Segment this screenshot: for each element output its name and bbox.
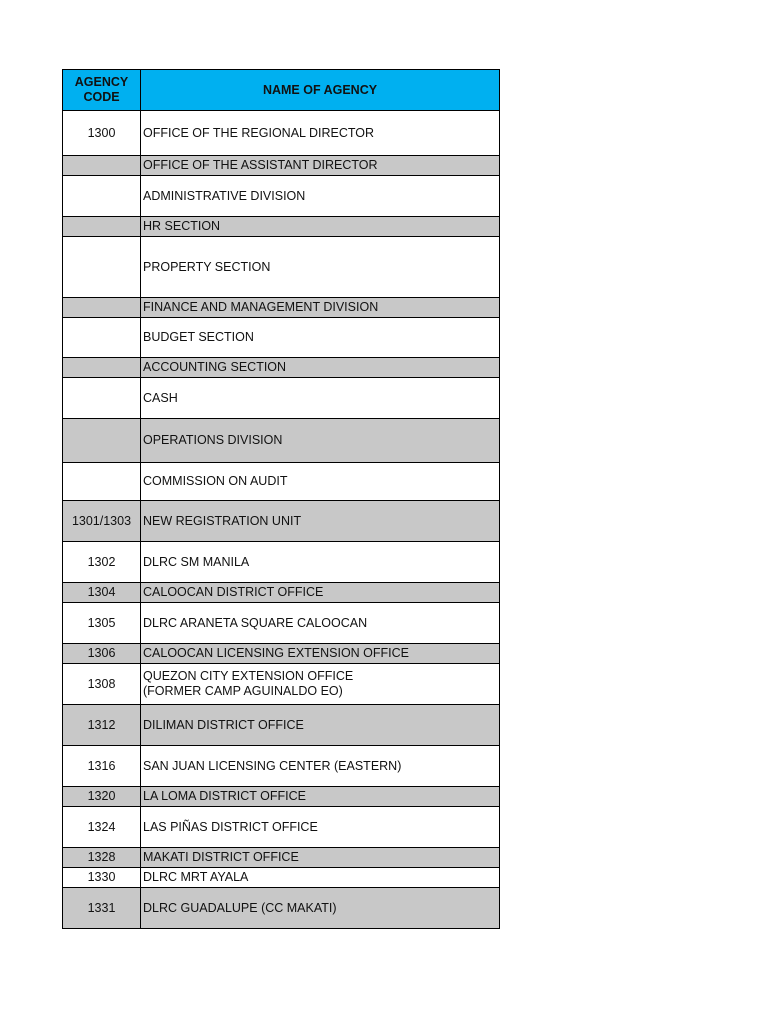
agency-name-cell: FINANCE AND MANAGEMENT DIVISION: [141, 298, 500, 318]
agency-name-cell: OPERATIONS DIVISION: [141, 419, 500, 463]
agency-name-cell: PROPERTY SECTION: [141, 237, 500, 298]
agency-name-cell: DILIMAN DISTRICT OFFICE: [141, 705, 500, 746]
agency-name-cell: OFFICE OF THE REGIONAL DIRECTOR: [141, 111, 500, 156]
agency-name-cell: LAS PIÑAS DISTRICT OFFICE: [141, 807, 500, 848]
agency-code-cell: [63, 298, 141, 318]
table-row: [63, 868, 500, 888]
agency-name-cell: SAN JUAN LICENSING CENTER (EASTERN): [141, 746, 500, 787]
agency-name-cell: DLRC ARANETA SQUARE CALOOCAN: [141, 603, 500, 644]
table-row: [63, 542, 500, 583]
agency-name-cell: CALOOCAN DISTRICT OFFICE: [141, 583, 500, 603]
table-row: [63, 176, 500, 217]
agency-name-cell: NEW REGISTRATION UNIT: [141, 501, 500, 542]
agency-code-cell: [63, 463, 141, 501]
table-row: [63, 237, 500, 298]
agency-code-cell: 1302: [63, 542, 141, 583]
agency-code-cell: 1328: [63, 848, 141, 868]
agency-code-cell: 1305: [63, 603, 141, 644]
agency-name-cell: ADMINISTRATIVE DIVISION: [141, 176, 500, 217]
table-row: [63, 746, 500, 787]
table-row: [63, 111, 500, 156]
agency-table: [62, 69, 500, 929]
table-row: [63, 358, 500, 378]
table-row: [63, 463, 500, 501]
header-row: [63, 70, 500, 111]
table-row: [63, 298, 500, 318]
agency-name-cell: MAKATI DISTRICT OFFICE: [141, 848, 500, 868]
agency-name-cell: BUDGET SECTION: [141, 318, 500, 358]
agency-code-cell: [63, 378, 141, 419]
agency-code-cell: [63, 176, 141, 217]
agency-code-cell: 1300: [63, 111, 141, 156]
agency-code-cell: 1316: [63, 746, 141, 787]
agency-code-cell: 1308: [63, 664, 141, 705]
agency-name-cell: QUEZON CITY EXTENSION OFFICE (FORMER CAMP AGUINALDO EO): [141, 664, 500, 705]
agency-code-cell: 1331: [63, 888, 141, 929]
agency-name-cell: ACCOUNTING SECTION: [141, 358, 500, 378]
agency-code-cell: 1320: [63, 787, 141, 807]
agency-code-cell: 1304: [63, 583, 141, 603]
agency-name-header: NAME OF AGENCY: [141, 70, 500, 111]
table-row: [63, 664, 500, 705]
table-row: [63, 644, 500, 664]
agency-name-cell: DLRC SM MANILA: [141, 542, 500, 583]
table-row: [63, 603, 500, 644]
agency-code-cell: 1324: [63, 807, 141, 848]
agency-code-cell: [63, 419, 141, 463]
agency-name-cell: HR SECTION: [141, 217, 500, 237]
agency-code-cell: [63, 217, 141, 237]
agency-code-cell: 1306: [63, 644, 141, 664]
table-row: [63, 501, 500, 542]
table-row: [63, 378, 500, 419]
agency-name-cell: DLRC MRT AYALA: [141, 868, 500, 888]
agency-name-cell: DLRC GUADALUPE (CC MAKATI): [141, 888, 500, 929]
table-row: [63, 217, 500, 237]
table-row: [63, 583, 500, 603]
table-row: [63, 807, 500, 848]
agency-code-cell: 1312: [63, 705, 141, 746]
agency-code-cell: [63, 156, 141, 176]
table-row: [63, 318, 500, 358]
agency-code-cell: [63, 237, 141, 298]
agency-code-cell: [63, 358, 141, 378]
agency-name-cell: CASH: [141, 378, 500, 419]
agency-code-header: AGENCY CODE: [63, 70, 141, 111]
agency-code-cell: [63, 318, 141, 358]
table-row: [63, 848, 500, 868]
table-row: [63, 888, 500, 929]
table-row: [63, 156, 500, 176]
agency-name-cell: CALOOCAN LICENSING EXTENSION OFFICE: [141, 644, 500, 664]
table-row: [63, 787, 500, 807]
agency-code-cell: 1301/1303: [63, 501, 141, 542]
table-body: [63, 111, 500, 929]
agency-name-cell: COMMISSION ON AUDIT: [141, 463, 500, 501]
agency-code-cell: 1330: [63, 868, 141, 888]
table-row: [63, 705, 500, 746]
table-row: [63, 419, 500, 463]
agency-name-cell: OFFICE OF THE ASSISTANT DIRECTOR: [141, 156, 500, 176]
agency-name-cell: LA LOMA DISTRICT OFFICE: [141, 787, 500, 807]
